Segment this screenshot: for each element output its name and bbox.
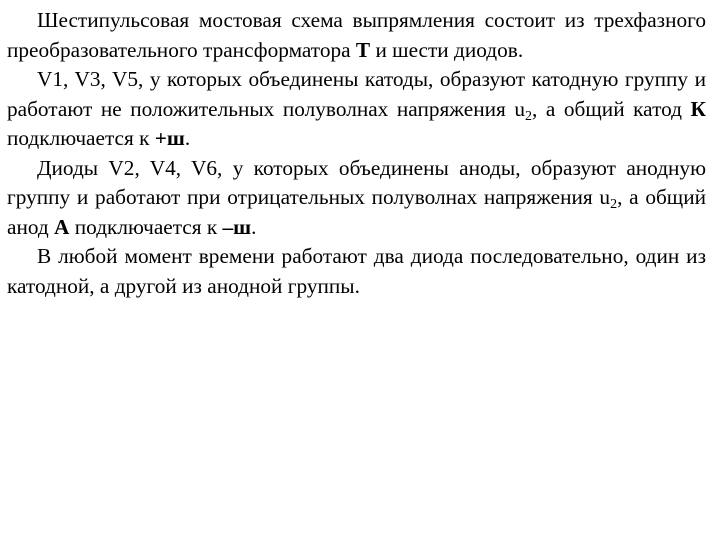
text-run: В любой момент времени работают два диода последовательно, один из катодной, а другой из анодной группы. xyxy=(7,244,706,298)
paragraph-4 xyxy=(7,242,706,301)
bold-symbol: К xyxy=(690,96,706,121)
text-run: . xyxy=(184,126,191,150)
text-run: Диоды V2, V4, V6, у которых объединены аноды, образуют анодную группу и работают при отрицательных полуволнах напряжения u xyxy=(7,155,706,209)
text-run: и шести диодов. xyxy=(370,37,524,62)
bold-symbol: –ш xyxy=(222,214,252,239)
subscript: 2 xyxy=(525,108,532,124)
bold-symbol: А xyxy=(54,214,70,239)
text-run: , а общий анод xyxy=(7,185,706,239)
text-run: V1, V3, V5, у которых объединены катоды, образуют катодную группу и работают не положительных полуволнах напряжения u xyxy=(7,67,706,121)
text-run: , а общий катод xyxy=(532,96,691,121)
bold-symbol: Т xyxy=(355,37,371,62)
subscript: 2 xyxy=(610,197,618,212)
text-run: подключается к xyxy=(69,214,223,239)
text-run: подключается к xyxy=(7,126,155,150)
paragraph-2 xyxy=(7,65,706,154)
paragraph-3 xyxy=(7,154,706,243)
text-run: Шестипульсовая мостовая схема выпрямления состоит из трехфазного преобразовательного трансформатора xyxy=(7,8,706,62)
paragraph-1 xyxy=(7,6,706,65)
text-body xyxy=(7,6,706,301)
text-run: . xyxy=(251,214,257,239)
bold-symbol: +ш xyxy=(154,126,185,150)
